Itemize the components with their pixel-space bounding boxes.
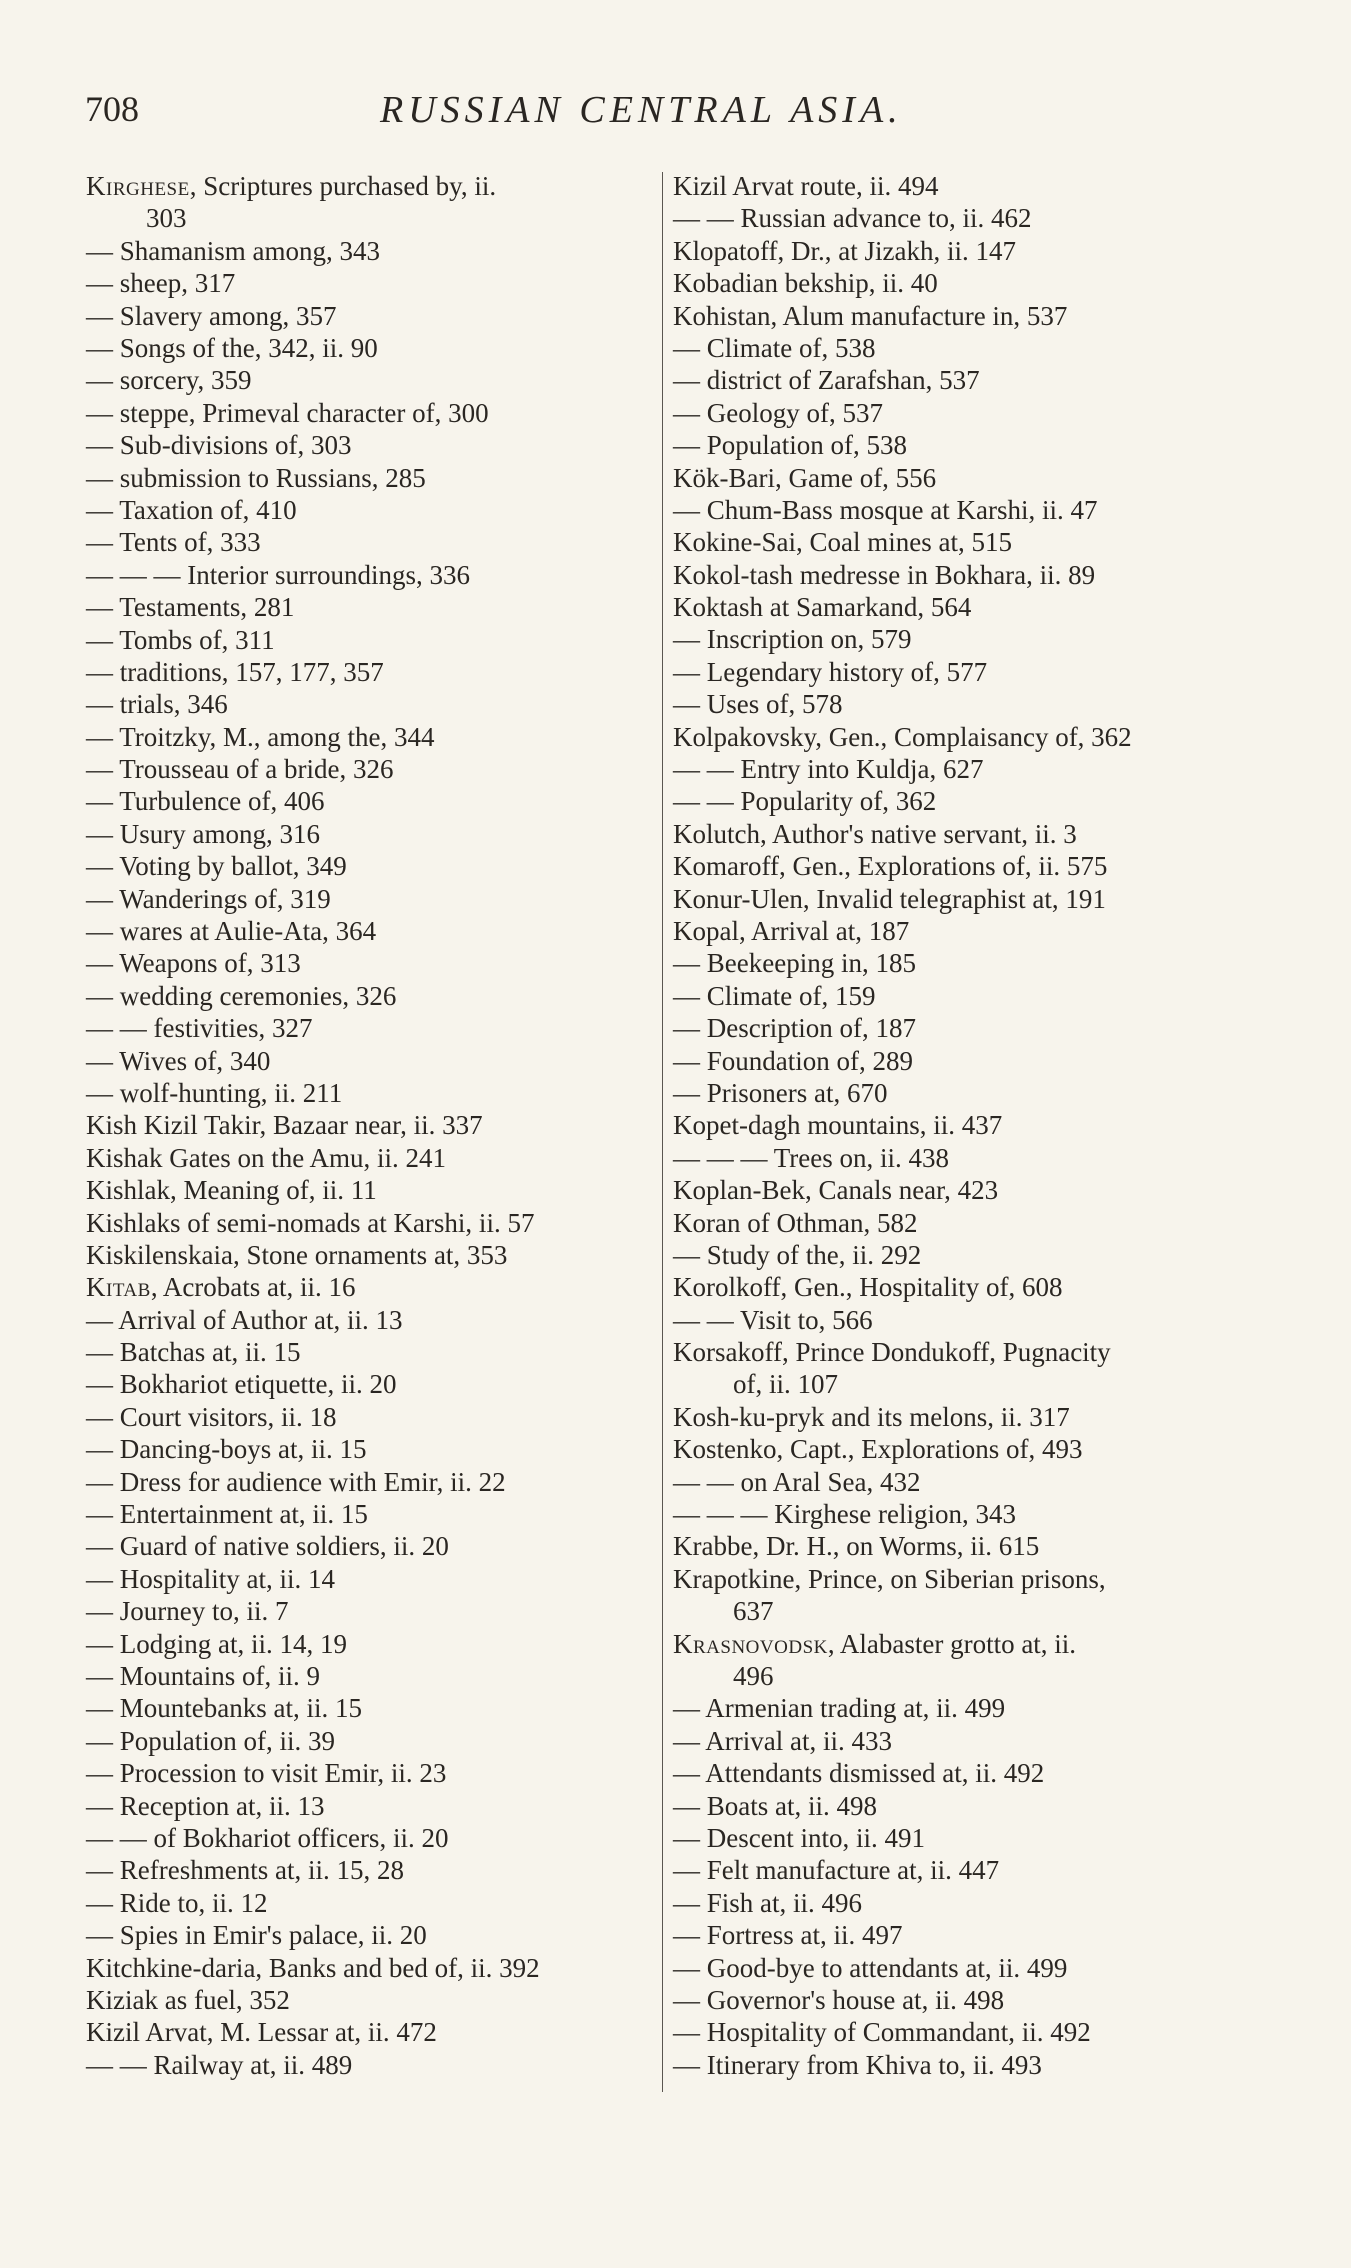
index-entry-text: Kizil Arvat route, ii. 494: [673, 171, 939, 201]
index-entry-text: Kobadian bekship, ii. 40: [673, 268, 938, 299]
index-entry: [673, 1433, 1248, 1465]
index-entry-text: — wedding ceremonies, 326: [86, 980, 397, 1011]
index-entry: [673, 526, 1248, 558]
index-entry-text: — Dancing-boys at, ii. 15: [86, 1434, 367, 1465]
index-entry-text: — Bokhariot etiquette, ii. 20: [86, 1369, 397, 1400]
index-entry: [86, 267, 651, 299]
index-entry-text: — Population of, 538: [673, 430, 907, 461]
index-entry: [86, 559, 651, 591]
index-entry-text: Kiziak as fuel, 352: [86, 1984, 290, 2015]
index-entry-text: — — Popularity of, 362: [673, 786, 937, 817]
index-entry: [86, 1984, 651, 2016]
index-entry-continuation: 637: [733, 1596, 774, 1627]
index-entry: [673, 300, 1248, 332]
index-entry-text: — Slavery among, 357: [86, 300, 337, 331]
index-entry: [673, 1077, 1248, 1109]
index-entry-text: Kokine-Sai, Coal mines at, 515: [673, 527, 1012, 558]
index-entry-text: — Hospitality at, ii. 14: [86, 1563, 335, 1594]
index-entry-text: — Shamanism among, 343: [86, 235, 380, 266]
index-entry-text: Kolutch, Author's native servant, ii. 3: [673, 818, 1077, 849]
index-entry: [86, 1045, 651, 1077]
index-entry: [673, 462, 1248, 494]
page-number: 708: [85, 89, 139, 129]
index-column-right: [673, 170, 1248, 2081]
index-entry: [673, 1984, 1248, 2016]
index-entry-text: — Felt manufacture at, ii. 447: [673, 1855, 1000, 1886]
index-entry-text: — Mountains of, ii. 9: [86, 1661, 320, 1691]
index-entry: [673, 267, 1248, 299]
index-entry-text: — Governor's house at, ii. 498: [673, 1984, 1005, 2015]
index-entry-text: — Sub-divisions of, 303: [86, 430, 352, 461]
index-entry: [673, 591, 1248, 623]
index-entry: [86, 1271, 651, 1303]
index-entry-text: — Uses of, 578: [673, 689, 843, 720]
index-entry-text: — Tombs of, 311: [86, 624, 275, 655]
index-entry: [86, 1530, 651, 1562]
index-entry-text: Koktash at Samarkand, 564: [673, 592, 972, 623]
index-entry: [86, 624, 651, 656]
index-entry-text: — Usury among, 316: [86, 818, 320, 849]
index-entry: [86, 1595, 651, 1627]
index-entry-text: — Attendants dismissed at, ii. 492: [673, 1758, 1045, 1789]
index-entry-text: — Fortress at, ii. 497: [673, 1920, 903, 1951]
index-entry: [86, 591, 651, 623]
index-entry-text: — Taxation of, 410: [86, 494, 297, 525]
index-entry-text: — Population of, ii. 39: [86, 1725, 335, 1756]
index-entry-text: Koplan-Bek, Canals near, 423: [673, 1175, 999, 1206]
index-heading-word: Kitab: [86, 1272, 151, 1303]
index-entry-text: Kitab, Acrobats at, ii. 16: [86, 1272, 356, 1303]
index-entry-text: — Foundation of, 289: [673, 1045, 913, 1076]
index-entry: [86, 1466, 651, 1498]
index-entry-text: — — Visit to, 566: [673, 1304, 873, 1335]
index-entry: [673, 915, 1248, 947]
index-entry-text: Komaroff, Gen., Explorations of, ii. 575: [673, 851, 1108, 882]
index-entry: [86, 1919, 651, 1951]
index-entry-text: — Geology of, 537: [673, 397, 883, 428]
index-entry: [673, 1336, 1248, 1401]
index-entry-text: — Weapons of, 313: [86, 948, 301, 979]
index-entry-text: — — of Bokhariot officers, ii. 20: [86, 1822, 449, 1853]
index-entry: [673, 2049, 1248, 2081]
index-entry: [86, 494, 651, 526]
index-entry: [673, 1045, 1248, 1077]
index-entry-text: — trials, 346: [86, 689, 228, 720]
index-entry: [673, 1239, 1248, 1271]
index-entry-text: — — Entry into Kuldja, 627: [673, 754, 984, 785]
index-entry: [86, 397, 651, 429]
index-entry: [673, 721, 1248, 753]
index-entry: [673, 1563, 1248, 1628]
index-entry-text: — Voting by ballot, 349: [86, 851, 347, 882]
index-entry: [86, 235, 651, 267]
index-entry: [86, 1142, 651, 1174]
index-entry: [86, 1725, 651, 1757]
index-entry-text: Klopatoff, Dr., at Jizakh, ii. 147: [673, 235, 1016, 266]
index-entry-text: — district of Zarafshan, 537: [673, 365, 980, 396]
index-entry: [673, 1628, 1248, 1693]
index-entry-text: — Arrival of Author at, ii. 13: [86, 1304, 403, 1335]
index-entry: [673, 364, 1248, 396]
index-entry-text: — — festivities, 327: [86, 1013, 313, 1044]
index-entry-text: — Beekeeping in, 185: [673, 948, 916, 979]
index-entry-text: — submission to Russians, 285: [86, 462, 426, 493]
index-entry: [86, 785, 651, 817]
index-entry: [673, 688, 1248, 720]
index-entry-text: Krasnovodsk, Alabaster grotto at, ii.: [673, 1628, 1077, 1659]
index-entry-text: — Dress for audience with Emir, ii. 22: [86, 1466, 506, 1497]
index-entry-text: Kokol-tash medresse in Bokhara, ii. 89: [673, 559, 1096, 590]
index-entry: [673, 1692, 1248, 1724]
index-heading-word: Krasnovodsk: [673, 1628, 828, 1659]
index-entry: [673, 332, 1248, 364]
index-entry-text: Kolpakovsky, Gen., Complaisancy of, 362: [673, 721, 1132, 752]
index-entry: [673, 1174, 1248, 1206]
index-entry: [86, 1077, 651, 1109]
index-entry: [673, 850, 1248, 882]
index-entry-continuation: 303: [146, 203, 187, 234]
index-entry-text: — — on Aral Sea, 432: [673, 1466, 921, 1497]
index-entry: [673, 1271, 1248, 1303]
index-entry-text: — Guard of native soldiers, ii. 20: [86, 1531, 449, 1562]
index-entry-text: — Hospitality of Commandant, ii. 492: [673, 2017, 1091, 2048]
index-entry: [673, 883, 1248, 915]
index-entry-text: — Itinerary from Khiva to, ii. 493: [673, 2049, 1042, 2080]
index-heading-word: Kirghese: [86, 171, 190, 201]
index-entry: [673, 1530, 1248, 1562]
index-entry-text: Kök-Bari, Game of, 556: [673, 462, 937, 493]
index-entry: [86, 1887, 651, 1919]
index-entry-text: — Journey to, ii. 7: [86, 1596, 289, 1627]
index-entry-text: — Climate of, 159: [673, 980, 876, 1011]
index-entry: [673, 947, 1248, 979]
index-entry: [86, 1757, 651, 1789]
index-entry-text: — Reception at, ii. 13: [86, 1790, 325, 1821]
index-entry: [86, 2049, 651, 2081]
index-entry: [86, 526, 651, 558]
running-title: RUSSIAN CENTRAL ASIA.: [380, 89, 903, 131]
index-entry-text: Korolkoff, Gen., Hospitality of, 608: [673, 1272, 1063, 1303]
index-entry: [86, 364, 651, 396]
index-entry: [673, 202, 1248, 234]
index-entry-text: — Inscription on, 579: [673, 624, 912, 655]
index-entry: [86, 1660, 651, 1692]
index-entry-text: — Refreshments at, ii. 15, 28: [86, 1855, 404, 1886]
index-entry-text: — Study of the, ii. 292: [673, 1239, 922, 1270]
index-entry: [86, 2016, 651, 2048]
index-entry-text: — Legendary history of, 577: [673, 656, 988, 687]
index-entry-text: Kiskilenskaia, Stone ornaments at, 353: [86, 1239, 508, 1270]
index-entry: [86, 656, 651, 688]
index-entry: [673, 656, 1248, 688]
index-entry-text: Koran of Othman, 582: [673, 1207, 918, 1238]
index-entry: [673, 1887, 1248, 1919]
index-entry: [673, 1854, 1248, 1886]
index-entry-text: — Turbulence of, 406: [86, 786, 325, 817]
index-entry: [86, 883, 651, 915]
index-entry-text: — — Railway at, ii. 489: [86, 2049, 353, 2080]
index-entry: [86, 1952, 651, 1984]
index-entry: [86, 1239, 651, 1271]
index-entry-text: Kitchkine-daria, Banks and bed of, ii. 392: [86, 1952, 540, 1983]
index-entry: [86, 1174, 651, 1206]
index-entry: [673, 1304, 1248, 1336]
index-entry-text: — Fish at, ii. 496: [673, 1887, 863, 1918]
index-entry-text: — sorcery, 359: [86, 365, 252, 396]
index-entry-text: — Procession to visit Emir, ii. 23: [86, 1758, 447, 1789]
index-entry: [86, 1207, 651, 1239]
index-entry-text: — — — Trees on, ii. 438: [673, 1142, 950, 1173]
index-entry-text: — Arrival at, ii. 433: [673, 1725, 892, 1756]
index-entry-text: Kopal, Arrival at, 187: [673, 915, 910, 946]
index-entry-text: Kostenko, Capt., Explorations of, 493: [673, 1434, 1083, 1465]
index-entry: [86, 688, 651, 720]
index-entry: [673, 753, 1248, 785]
index-entry: [673, 1207, 1248, 1239]
index-entry: [86, 1109, 651, 1141]
index-entry: [673, 1919, 1248, 1951]
index-entry-text: — Songs of the, 342, ii. 90: [86, 332, 378, 363]
index-entry-text: — Testaments, 281: [86, 592, 295, 623]
index-entry: [86, 170, 651, 235]
index-entry: [673, 818, 1248, 850]
index-entry: [86, 1790, 651, 1822]
index-entry: [673, 1725, 1248, 1757]
index-entry: [673, 785, 1248, 817]
index-entry: [673, 1822, 1248, 1854]
index-entry: [673, 1790, 1248, 1822]
index-entry: [86, 947, 651, 979]
index-entry: [673, 235, 1248, 267]
index-entry: [673, 494, 1248, 526]
index-entry: [673, 559, 1248, 591]
index-entry-text: — — — Kirghese religion, 343: [673, 1499, 1016, 1530]
index-entry-text: — wolf-hunting, ii. 211: [86, 1077, 343, 1108]
index-entry-text: — Boats at, ii. 498: [673, 1790, 877, 1821]
index-entry-text: — Prisoners at, 670: [673, 1077, 888, 1108]
index-entry: [86, 1563, 651, 1595]
index-entry-text: Kirghese, Scriptures purchased by, ii.: [86, 171, 497, 201]
index-entry: [86, 300, 651, 332]
index-entry-text: Kosh-ku-pryk and its melons, ii. 317: [673, 1401, 1070, 1432]
index-entry-text: Konur-Ulen, Invalid telegraphist at, 191: [673, 883, 1106, 914]
index-entry-text: — Good-bye to attendants at, ii. 499: [673, 1952, 1068, 1983]
index-entry: [86, 1854, 651, 1886]
index-entry: [86, 1368, 651, 1400]
index-entry: [86, 332, 651, 364]
index-entry-text: — Entertainment at, ii. 15: [86, 1499, 368, 1530]
index-entry-text: — Trousseau of a bride, 326: [86, 754, 394, 785]
index-entry-text: Kopet-dagh mountains, ii. 437: [673, 1110, 1003, 1141]
index-entry-text: — Description of, 187: [673, 1013, 916, 1044]
index-entry: [86, 1498, 651, 1530]
index-entry-text: — Armenian trading at, ii. 499: [673, 1693, 1006, 1724]
index-entry-text: — Batchas at, ii. 15: [86, 1337, 301, 1368]
index-entry: [86, 721, 651, 753]
index-entry: [86, 1433, 651, 1465]
index-entry: [673, 429, 1248, 461]
index-entry-text: — Court visitors, ii. 18: [86, 1401, 337, 1432]
index-entry: [86, 818, 651, 850]
index-entry: [86, 850, 651, 882]
index-entry-text: — Chum-Bass mosque at Karshi, ii. 47: [673, 494, 1098, 525]
index-entry: [86, 980, 651, 1012]
index-entry: [86, 1822, 651, 1854]
index-entry-text: — Troitzky, M., among the, 344: [86, 721, 435, 752]
index-entry: [86, 1401, 651, 1433]
index-entry: [673, 623, 1248, 655]
index-entry-text: — Tents of, 333: [86, 527, 261, 558]
page-header: [0, 88, 1351, 138]
index-entry: [673, 170, 1248, 202]
index-entry: [673, 1757, 1248, 1789]
index-entry-text: — Wives of, 340: [86, 1045, 271, 1076]
index-entry: [86, 1012, 651, 1044]
index-entry-text: — Ride to, ii. 12: [86, 1887, 268, 1918]
index-entry-text: — Mountebanks at, ii. 15: [86, 1693, 362, 1724]
index-entry-text: — sheep, 317: [86, 268, 236, 299]
index-entry: [673, 397, 1248, 429]
index-entry: [673, 1466, 1248, 1498]
index-entry: [673, 1952, 1248, 1984]
index-entry-text: — — — Interior surroundings, 336: [86, 559, 470, 590]
index-entry: [86, 915, 651, 947]
index-entry-text: — — Russian advance to, ii. 462: [673, 203, 1032, 234]
index-entry-text: Kishlak, Meaning of, ii. 11: [86, 1175, 377, 1206]
index-entry-text: Kizil Arvat, M. Lessar at, ii. 472: [86, 2017, 437, 2048]
index-column-left: [86, 170, 651, 2081]
index-entry: [86, 753, 651, 785]
index-entry: [673, 980, 1248, 1012]
index-entry: [673, 1012, 1248, 1044]
index-entry-text: Korsakoff, Prince Dondukoff, Pugnacity: [673, 1337, 1111, 1368]
index-entry-text: Krabbe, Dr. H., on Worms, ii. 615: [673, 1531, 1040, 1562]
index-entry-text: Kish Kizil Takir, Bazaar near, ii. 337: [86, 1110, 483, 1141]
index-entry-text: — Lodging at, ii. 14, 19: [86, 1628, 347, 1659]
index-entry-continuation: of, ii. 107: [733, 1369, 838, 1400]
index-entry-continuation: 496: [733, 1661, 774, 1692]
column-divider: [662, 172, 663, 2092]
index-entry-text: — Wanderings of, 319: [86, 883, 331, 914]
index-entry: [673, 1109, 1248, 1141]
index-entry-text: Kohistan, Alum manufacture in, 537: [673, 300, 1068, 331]
index-entry-text: — Climate of, 538: [673, 332, 876, 363]
index-entry: [86, 1336, 651, 1368]
index-entry: [86, 429, 651, 461]
index-entry: [86, 1304, 651, 1336]
index-entry: [86, 1692, 651, 1724]
index-entry-text: Kishlaks of semi-nomads at Karshi, ii. 57: [86, 1207, 535, 1238]
index-entry: [673, 1142, 1248, 1174]
index-entry-text: — wares at Aulie-Ata, 364: [86, 916, 377, 947]
index-entry-text: Krapotkine, Prince, on Siberian prisons,: [673, 1563, 1106, 1594]
index-entry-text: — Spies in Emir's palace, ii. 20: [86, 1920, 427, 1951]
index-entry-text: — Descent into, ii. 491: [673, 1823, 925, 1854]
index-entry: [86, 462, 651, 494]
index-entry: [673, 2016, 1248, 2048]
index-entry-text: — traditions, 157, 177, 357: [86, 656, 384, 687]
index-entry-text: — steppe, Primeval character of, 300: [86, 397, 489, 428]
index-entry: [673, 1401, 1248, 1433]
index-entry-text: Kishak Gates on the Amu, ii. 241: [86, 1142, 446, 1173]
index-entry: [673, 1498, 1248, 1530]
index-entry: [86, 1628, 651, 1660]
